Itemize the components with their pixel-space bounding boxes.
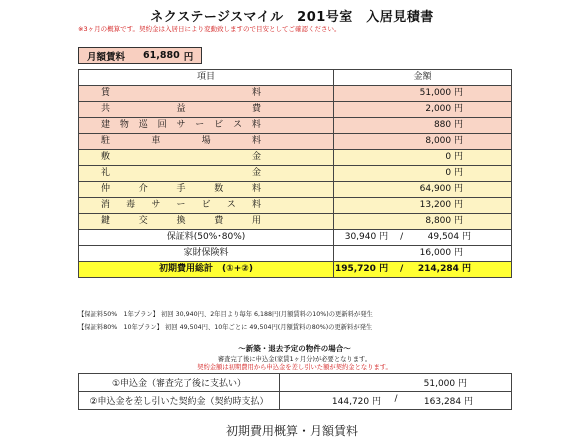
table-row [79,214,512,230]
item-label-char: 賃 [101,88,111,98]
table-row [79,102,512,118]
monthly-rent-unit: 円 [183,51,194,63]
estimate-table [78,69,512,278]
header-item: 項目 [79,70,334,86]
total-sep: / [399,264,404,274]
item-label-char: 物 [119,120,129,130]
contract-fee-label: ②申込金を差し引いた契約金（契約時支払） [79,392,280,410]
item-amount: 8,800 円 [334,214,512,230]
item-label-char: 換 [176,216,186,226]
item-label-char: ー [195,120,205,130]
subsection-note-1: 審査完了後に申込金(家賃1ヶ月分)が必要となります。 [217,356,372,363]
item-label-char: 用 [251,216,261,226]
plan-80-text: 初回 49,504円、10年ごとに 49,504円(月額賃料の80%)の更新料が発生 [165,324,373,331]
guarantee-sep: / [400,232,404,242]
item-label-char: 料 [251,136,261,146]
subsection-heading: ～新築・退去予定の物件の場合～ [238,344,351,353]
item-amount: 0 円 [334,166,512,182]
item-label-char: ビ [201,200,211,210]
monthly-rent-value: 61,880 [143,50,180,61]
item-label-char: 費 [251,104,261,114]
image-caption: 初期費用概算・月額賃料 [225,424,358,438]
item-label [79,150,334,166]
guarantee-row [79,230,512,246]
item-label [79,166,334,182]
item-label-char: 金 [251,168,261,178]
item-amount: 51,000 円 [334,86,512,102]
item-label [79,214,334,230]
plan-50-tag: 【保証料50% 1年プラン】 [78,311,159,318]
item-label-char: 手 [176,184,186,194]
item-label [79,182,334,198]
item-label-char: サ [176,120,186,130]
item-label-char: 敷 [101,152,111,162]
item-amount: 13,200 円 [334,198,512,214]
item-label-char: 料 [251,200,261,210]
table-row [79,150,512,166]
application-fee-label: ①申込金（審査完了後に支払い） [79,374,280,392]
item-label-char: 鍵 [101,216,111,226]
estimate-note: ※3ヶ月の概算です。契約金は入居日により変動致しますので目安としてご確認ください。 [78,25,341,33]
item-label-char: ー [176,200,186,210]
subsection-note-2: 契約金額は初期費用から申込金を差し引いた額が契約金となります。 [197,364,392,371]
item-label-char: 礼 [101,168,111,178]
item-amount: 8,000 円 [334,134,512,150]
contract-fee-row [79,392,512,410]
item-label-char: ス [233,120,243,130]
monthly-rent-box [78,47,202,64]
item-amount: 64,900 円 [334,182,512,198]
item-label-char: 駐 [101,136,111,146]
item-label-char: 介 [138,184,148,194]
insurance-label: 家財保険料 [79,246,334,262]
item-label-char: 数 [214,184,224,194]
plan-50-note [78,309,373,318]
item-label-char: 交 [138,216,148,226]
guarantee-50: 30,940 円 [344,232,389,242]
plan-80-note [78,322,372,331]
item-label-char: 回 [157,120,167,130]
item-label [79,134,334,150]
item-label-char: 料 [251,88,261,98]
table-row [79,198,512,214]
guarantee-amount [334,230,512,246]
item-label-char: 仲 [101,184,111,194]
plan-80-tag: 【保証料80% 10年プラン】 [78,324,163,331]
item-label-char: サ [151,200,161,210]
item-amount: 0 円 [334,150,512,166]
total-a: 195,720 円 [334,264,389,274]
plan-50-text: 初回 30,940円、2年目より毎年 6,188円(月額賃料の10%)の更新料が発生 [161,311,373,318]
item-label-char: 建 [101,120,111,130]
total-b: 214,284 円 [417,264,471,274]
total-label: 初期費用総計 (①+②) [79,262,334,278]
item-label [79,86,334,102]
table-row [79,134,512,150]
table-row [79,166,512,182]
item-label [79,198,334,214]
item-label-char: 料 [251,120,261,130]
application-fee-amount: 51,000 円 [280,374,512,392]
item-label-char: 費 [214,216,224,226]
item-label [79,102,334,118]
contract-fee-a: 144,720 円 [331,397,381,407]
item-label-char: ビ [214,120,224,130]
document-title: ネクステージスマイル 201号室 入居見積書 [150,10,434,25]
item-label-char: 車 [151,136,161,146]
guarantee-80: 49,504 円 [427,232,471,242]
item-label-char: 場 [201,136,211,146]
table-row [79,118,512,134]
application-table [78,373,512,410]
contract-fee-sep: / [394,394,398,404]
item-label-char: 巡 [138,120,148,130]
item-label-char: ス [226,200,236,210]
header-amount: 金額 [334,70,512,86]
guarantee-label: 保証料(50%･80%) [79,230,334,246]
total-row [79,262,512,278]
table-row [79,182,512,198]
contract-fee-amount [280,392,512,410]
item-label [79,118,334,134]
contract-fee-b: 163,284 円 [423,397,473,407]
item-label-char: 料 [251,184,261,194]
item-label-char: 共 [101,104,111,114]
item-label-char: 消 [101,200,111,210]
application-fee-row [79,374,512,392]
item-label-char: 毒 [126,200,136,210]
insurance-row [79,246,512,262]
insurance-amount: 16,000 円 [334,246,512,262]
item-label-char: 益 [176,104,186,114]
total-amount [334,262,512,278]
item-amount: 880 円 [334,118,512,134]
estimate-rows [79,86,512,230]
monthly-rent-label: 月額賃料 [87,51,126,63]
item-amount: 2,000 円 [334,102,512,118]
table-row [79,86,512,102]
item-label-char: 金 [251,152,261,162]
